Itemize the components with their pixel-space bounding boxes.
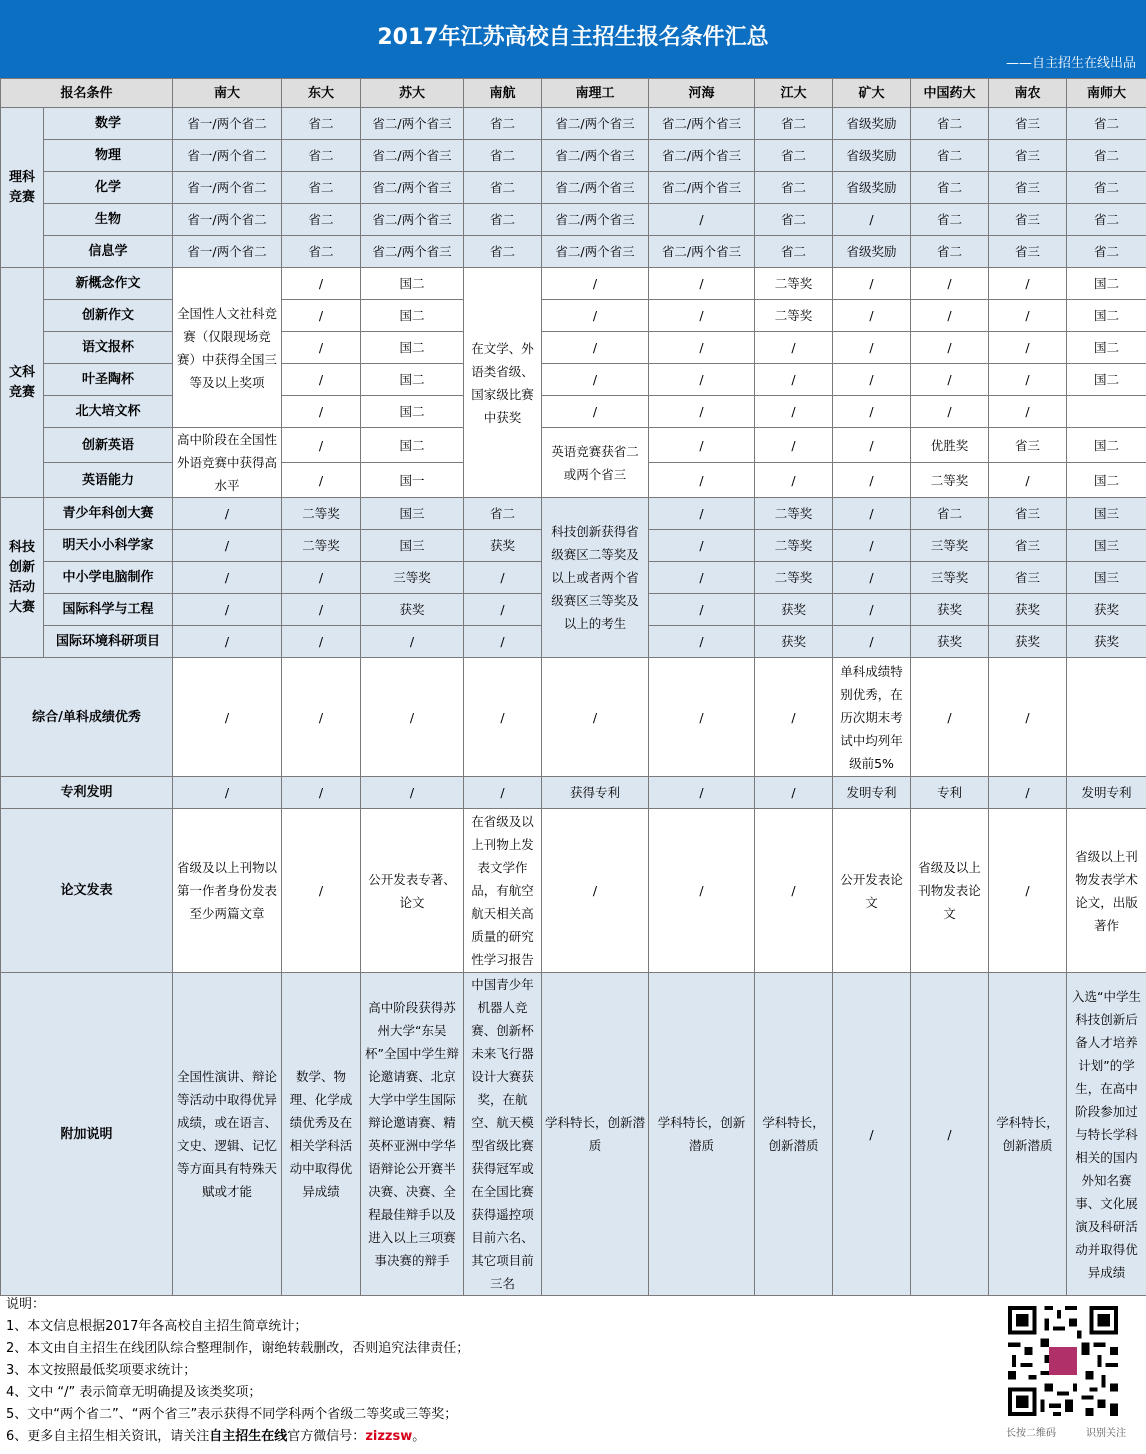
table-cell: / [755,809,833,973]
table-cell: 省三 [989,140,1067,172]
table-cell: 省三 [989,530,1067,562]
footnote-line: 1、本文信息根据2017年各高校自主招生简章统计； [6,1319,308,1334]
group-label-liberal: 文科竞赛 [1,268,44,498]
table-cell: 省三 [989,428,1067,463]
table-row [1,973,1146,1296]
column-header: 矿大 [833,79,911,108]
table-row [1,108,1146,140]
table-cell: 国二 [1067,463,1146,498]
table-cell: 省二/两个省三 [542,172,649,204]
footnote-text: 6、更多自主招生相关资讯，请关注 [6,1429,210,1444]
row-label: 生物 [44,204,173,236]
table-cell: 数学、物理、化学成绩优秀及在相关学科活动中取得优异成绩 [282,973,361,1296]
table-cell: 全国性人文社科竞赛（仅限现场竞赛）中获得全国三等及以上奖项 [173,268,282,428]
table-cell: 省二 [1067,140,1146,172]
table-cell: / [173,530,282,562]
table-cell: 国二 [1067,364,1146,396]
table-cell: / [833,594,911,626]
table-cell: 省一/两个省二 [173,204,282,236]
table-cell: / [282,300,361,332]
table-cell: 全国性演讲、辩论等活动中取得优异成绩，或在语言、文史、逻辑、记忆等方面具有特殊天赋或才能 [173,973,282,1296]
table-cell: / [361,658,464,777]
table-cell: / [755,777,833,809]
table-cell: / [282,809,361,973]
table-cell: / [173,626,282,658]
table-cell: 省一/两个省二 [173,172,282,204]
table-cell: 省二 [464,108,542,140]
table-cell: 省二 [911,236,989,268]
row-label: 明天小小科学家 [44,530,173,562]
table-cell: 国三 [1067,562,1146,594]
table-cell: 优胜奖 [911,428,989,463]
header-row [1,79,1146,108]
table-cell: / [649,626,755,658]
table-cell: 省三 [989,236,1067,268]
row-label: 论文发表 [1,809,173,973]
table-cell: / [989,777,1067,809]
table-cell: 获奖 [911,626,989,658]
table-cell: 发明专利 [1067,777,1146,809]
table-cell: / [833,973,911,1296]
table-cell: / [911,973,989,1296]
table-cell: 公开发表论文 [833,809,911,973]
table-cell: / [542,332,649,364]
table-row [1,428,1146,463]
table-cell: / [542,396,649,428]
table-cell: 省二 [755,108,833,140]
table-cell: / [989,463,1067,498]
table-cell: 省级及以上刊物发表论文 [911,809,989,973]
table-cell: 省二/两个省三 [361,140,464,172]
row-label: 国际科学与工程 [44,594,173,626]
table-row [1,140,1146,172]
table-cell: / [833,428,911,463]
table-cell: 国二 [1067,268,1146,300]
table-cell: 获奖 [361,594,464,626]
table-row [1,777,1146,809]
table-cell: 二等奖 [755,498,833,530]
table-cell: 省二 [755,204,833,236]
table-cell: 省二 [1067,204,1146,236]
table-row [1,204,1146,236]
table-cell: 学科特长，创新潜质 [542,973,649,1296]
table-cell: 国三 [361,498,464,530]
qr-code-icon[interactable] [1004,1302,1122,1420]
table-cell: 省二/两个省三 [649,236,755,268]
table-cell: 省二 [911,140,989,172]
footnote-line: 2、本文由自主招生在线团队综合整理制作，谢绝转载删改，否则追究法律责任； [6,1341,470,1356]
table-cell: / [911,300,989,332]
table-cell: / [989,364,1067,396]
table-cell: 获奖 [989,594,1067,626]
table-cell [1067,396,1146,428]
table-cell: 省二/两个省三 [542,204,649,236]
table-cell: 省二 [911,108,989,140]
table-cell: / [649,562,755,594]
footnote-line: 4、文中 “/” 表示简章无明确提及该类奖项； [6,1385,262,1400]
table-cell: / [464,658,542,777]
table-cell: 省二/两个省三 [361,236,464,268]
table-cell: / [173,594,282,626]
footnote-line: 5、文中“两个省二”、“两个省三”表示获得不同学科两个省级二等奖或三等奖； [6,1407,458,1422]
table-cell: / [649,498,755,530]
table-cell: 国二 [361,396,464,428]
table-cell: 省三 [989,498,1067,530]
column-header: 南大 [173,79,282,108]
column-header: 苏大 [361,79,464,108]
table-cell: 国一 [361,463,464,498]
row-label: 数学 [44,108,173,140]
column-header: 江大 [755,79,833,108]
table-cell: 三等奖 [911,530,989,562]
table-cell: 省二/两个省三 [361,204,464,236]
row-label: 附加说明 [1,973,173,1296]
row-label: 英语能力 [44,463,173,498]
table-cell: / [649,777,755,809]
table-cell: 省二/两个省三 [361,172,464,204]
table-cell: / [911,364,989,396]
table-cell: / [755,428,833,463]
table-cell: / [173,498,282,530]
table-cell: 省二 [1067,236,1146,268]
table-cell: 二等奖 [755,300,833,332]
row-label: 青少年科创大赛 [44,498,173,530]
table-row [1,498,1146,530]
row-label: 国际环境科研项目 [44,626,173,658]
table-cell: 国二 [361,268,464,300]
table-cell: 省二 [282,172,361,204]
table-cell: 三等奖 [361,562,464,594]
table-cell: 省三 [989,172,1067,204]
table-cell: / [755,658,833,777]
table-cell: / [282,332,361,364]
table-cell: 国二 [361,332,464,364]
table-cell: 省二 [464,236,542,268]
table-cell: 省二/两个省三 [542,236,649,268]
table-cell: / [464,777,542,809]
table-cell: / [833,530,911,562]
table-cell: 国三 [361,530,464,562]
table-cell: 单科成绩特别优秀，在历次期末考试中均列年级前5% [833,658,911,777]
footnote-heading: 说明： [6,1297,46,1312]
table-cell: / [989,332,1067,364]
table-cell: / [755,332,833,364]
table-cell: / [833,626,911,658]
table-cell: 省级奖励 [833,172,911,204]
publisher-credit: ——自主招生在线出品 [1005,56,1136,71]
table-cell: 获奖 [755,626,833,658]
table-cell: / [542,300,649,332]
table-cell: / [649,428,755,463]
table-cell: / [361,777,464,809]
table-cell: / [989,268,1067,300]
table-cell: / [649,332,755,364]
table-cell: 省二 [755,140,833,172]
column-header: 南农 [989,79,1067,108]
table-cell: 二等奖 [911,463,989,498]
table-cell: 国三 [1067,498,1146,530]
table-cell: 省二/两个省三 [649,108,755,140]
table-cell: 省二 [755,236,833,268]
wechat-id: zizzsw [365,1429,413,1444]
qr-caption-right: 识别关注 [1086,1428,1126,1439]
table-cell: / [649,204,755,236]
table-cell: 学科特长，创新潜质 [989,973,1067,1296]
table-cell: 省级奖励 [833,108,911,140]
table-cell: 国二 [1067,428,1146,463]
table-cell: 在文学、外语类省级、国家级比赛中获奖 [464,268,542,498]
table-cell: 入选“中学生科技创新后备人才培养计划”的学生，在高中阶段参加过与特长学科相关的国内外知名赛事、文化展演及科研活动并取得优异成绩 [1067,973,1146,1296]
table-cell: / [282,594,361,626]
table-cell: / [649,809,755,973]
table-cell: / [649,594,755,626]
table-cell: 获奖 [911,594,989,626]
column-header: 南航 [464,79,542,108]
table-cell: 获奖 [1067,626,1146,658]
table-cell: 专利 [911,777,989,809]
table-cell: 英语竞赛获省二或两个省三 [542,428,649,498]
table-cell: 省二 [464,204,542,236]
table-cell: 省二/两个省三 [542,140,649,172]
table-cell: 获得专利 [542,777,649,809]
table-cell: 在省级及以上刊物上发表文学作品，有航空航天相关高质量的研究性学习报告 [464,809,542,973]
column-header: 河海 [649,79,755,108]
table-cell: / [833,463,911,498]
table-cell: 省二 [1067,172,1146,204]
table-row [1,364,1146,396]
table-cell: / [649,300,755,332]
row-label: 综合/单科成绩优秀 [1,658,173,777]
table-cell: 国二 [1067,300,1146,332]
table-cell: / [282,562,361,594]
table-cell: 省二 [911,204,989,236]
table-cell: / [755,364,833,396]
table-cell: 省二 [282,204,361,236]
table-cell: 学科特长，创新潜质 [649,973,755,1296]
table-cell: / [755,396,833,428]
table-cell: 获奖 [989,626,1067,658]
table-cell: 中国青少年机器人竞赛、创新杯未来飞行器设计大赛获奖，在航空、航天模型省级比赛获得冠军或在全国比赛获得遥控项目前六名、其它项目前三名 [464,973,542,1296]
table-cell: / [833,396,911,428]
table-cell: / [282,626,361,658]
table-cell: / [833,300,911,332]
row-label: 创新作文 [44,300,173,332]
table-cell: 省级奖励 [833,236,911,268]
table-row [1,300,1146,332]
table-cell: 公开发表专著、论文 [361,809,464,973]
corner-label: 报名条件 [1,79,173,108]
row-label: 叶圣陶杯 [44,364,173,396]
table-cell: 省二 [911,498,989,530]
table-cell: 省二 [755,172,833,204]
table-cell: / [542,658,649,777]
table-cell: / [282,463,361,498]
table-cell: / [282,268,361,300]
column-header: 中国药大 [911,79,989,108]
row-label: 专利发明 [1,777,173,809]
table-cell: / [464,626,542,658]
table-cell: 省级及以上刊物以第一作者身份发表至少两篇文章 [173,809,282,973]
table-cell: / [282,428,361,463]
table-cell: 获奖 [755,594,833,626]
table-row [1,809,1146,973]
table-cell: / [911,268,989,300]
qr-caption [1006,1424,1126,1439]
table-cell: 科技创新获得省级赛区二等奖及以上或者两个省级赛区三等奖及以上的考生 [542,498,649,658]
table-cell: / [911,658,989,777]
table-cell: / [649,463,755,498]
row-label: 语文报杯 [44,332,173,364]
table-cell: / [755,463,833,498]
footnote-text: 。 [412,1429,426,1444]
table-cell: 高中阶段获得苏州大学“东吴杯”全国中学生辩论邀请赛、北京大学中学生国际辩论邀请赛、精英杯亚洲中学华语辩论公开赛半决赛、决赛、全程最佳辩手以及进入以上三项赛事决赛的辩手 [361,973,464,1296]
table-cell: 二等奖 [282,530,361,562]
table-cell: / [989,396,1067,428]
table-cell: 国二 [1067,332,1146,364]
table-cell: 国二 [361,364,464,396]
table-cell: / [833,364,911,396]
row-label: 北大培文杯 [44,396,173,428]
table-cell: / [542,364,649,396]
qr-caption-left: 长按二维码 [1006,1428,1056,1439]
row-label: 物理 [44,140,173,172]
table-cell: 国三 [1067,530,1146,562]
row-label: 中小学电脑制作 [44,562,173,594]
table-cell: / [833,562,911,594]
table-cell: / [833,332,911,364]
table-cell: 二等奖 [282,498,361,530]
table-cell: / [649,268,755,300]
table-cell: 获奖 [1067,594,1146,626]
table-cell: / [989,809,1067,973]
table-cell: / [542,268,649,300]
brand-name: 自主招生在线 [209,1429,288,1444]
table-cell: / [173,777,282,809]
group-label-tech: 科技创新活动大赛 [1,498,44,658]
table-row [1,172,1146,204]
table-cell: / [989,658,1067,777]
table-cell: / [833,204,911,236]
table-cell: / [649,396,755,428]
table-row [1,332,1146,364]
group-label-science: 理科竞赛 [1,108,44,268]
table-cell: / [649,364,755,396]
footnote-line: 3、本文按照最低奖项要求统计； [6,1363,197,1378]
table-cell: 省级奖励 [833,140,911,172]
table-cell: 省三 [989,562,1067,594]
footnotes [6,1294,966,1448]
table-cell: 省二 [282,140,361,172]
table-cell [1067,658,1146,777]
table-cell: 二等奖 [755,268,833,300]
footnote-text: 官方微信号： [287,1429,366,1444]
table-cell: 发明专利 [833,777,911,809]
table-cell: 省二 [1067,108,1146,140]
table-cell: 省二/两个省三 [649,172,755,204]
table-cell: / [464,594,542,626]
table-cell: / [911,396,989,428]
table-cell: 三等奖 [911,562,989,594]
table-cell: / [282,777,361,809]
table-cell: / [282,658,361,777]
row-label: 信息学 [44,236,173,268]
table-cell: / [173,658,282,777]
table-cell: 省二 [282,108,361,140]
table-row [1,236,1146,268]
table-cell: 省二 [464,498,542,530]
table-cell: 二等奖 [755,530,833,562]
table-cell: / [282,364,361,396]
table-cell: 省二/两个省三 [649,140,755,172]
table-cell: / [361,626,464,658]
column-header: 南理工 [542,79,649,108]
table-cell: / [911,332,989,364]
table-cell: 高中阶段在全国性外语竞赛中获得高水平 [173,428,282,498]
title-banner [0,0,1146,78]
table-cell: 获奖 [464,530,542,562]
table-cell: / [989,300,1067,332]
table-cell: 省三 [989,204,1067,236]
table-cell: 省一/两个省二 [173,108,282,140]
table-cell: 省二 [464,140,542,172]
table-cell: 省二 [282,236,361,268]
table-row [1,396,1146,428]
column-header: 东大 [282,79,361,108]
column-header: 南师大 [1067,79,1146,108]
table-cell: 国二 [361,300,464,332]
table-cell: 省二 [911,172,989,204]
table-cell: / [833,498,911,530]
table-cell: 省三 [989,108,1067,140]
table-cell: / [173,562,282,594]
table-cell: / [649,530,755,562]
table-row [1,658,1146,777]
page-title: 2017年江苏高校自主招生报名条件汇总 [377,25,769,50]
footnote-line [6,1426,966,1448]
table-row [1,268,1146,300]
table-cell: / [542,809,649,973]
row-label: 创新英语 [44,428,173,463]
table-cell: 省级以上刊物发表学术论文，出版著作 [1067,809,1146,973]
table-cell: 省一/两个省二 [173,140,282,172]
table-cell: / [464,562,542,594]
table-cell: 二等奖 [755,562,833,594]
table-cell: / [649,658,755,777]
row-label: 化学 [44,172,173,204]
table-cell: 学科特长，创新潜质 [755,973,833,1296]
table-cell: 国二 [361,428,464,463]
admission-conditions-table [0,78,1146,1296]
row-label: 新概念作文 [44,268,173,300]
table-cell: / [833,268,911,300]
table-cell: 省二/两个省三 [361,108,464,140]
table-cell: 省二/两个省三 [542,108,649,140]
table-cell: 省一/两个省二 [173,236,282,268]
table-cell: 省二 [464,172,542,204]
table-cell: / [282,396,361,428]
